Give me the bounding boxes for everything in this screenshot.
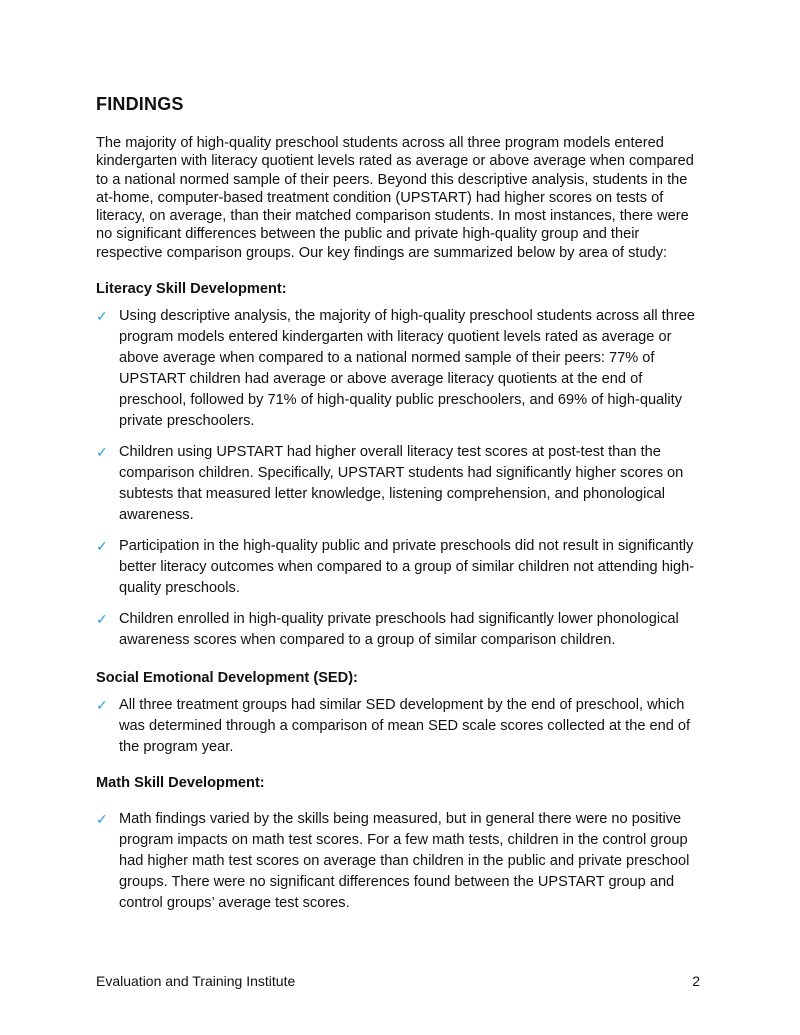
page-heading: FINDINGS [96, 94, 184, 114]
finding-text: Participation in the high-quality public and private preschools did not result in significantly better literacy outcomes when compared to a group of similar children not attending high-quality preschools. [119, 538, 695, 596]
section-math [96, 774, 708, 924]
section-title-sed: Social Emotional Development (SED): [96, 670, 358, 686]
finding-item [96, 695, 708, 758]
section-title-literacy: Literacy Skill Development: [96, 281, 287, 297]
math-findings-list [96, 809, 708, 914]
page-number: 2 [692, 973, 700, 989]
finding-text: Using descriptive analysis, the majority of high-quality preschool students across all three program models entered kindergarten with literacy quotient levels rated as average or above average when compared to a national normed sample of their peers: 77% of UPSTART children had average or above average literacy quotients at the end of preschool, followed by 71% of high-quality public preschoolers, and 69% of high-quality private preschoolers. [119, 308, 695, 429]
finding-item [96, 809, 708, 914]
footer-organization: Evaluation and Training Institute [96, 973, 296, 989]
finding-item [96, 306, 708, 432]
finding-text: Children using UPSTART had higher overall literacy test scores at post-test than the comparison children. Specifically, UPSTART students had significantly higher scores on subtests that measured letter knowledge, listening comprehension, and phonological awareness. [119, 444, 684, 523]
finding-text: All three treatment groups had similar SED development by the end of preschool, which was determined through a comparison of mean SED scale scores collected at the end of the program year. [119, 697, 691, 755]
finding-text: Children enrolled in high-quality private preschools had significantly lower phonological awareness scores when compared to a group of similar comparison children. [119, 611, 679, 648]
section-literacy [96, 280, 708, 661]
check-icon: ✓ [96, 611, 108, 627]
intro-paragraph: The majority of high-quality preschool students across all three program models entered kindergarten with literacy quotient levels rated as average or above average when compared to a national normed sample of their peers. Beyond this descriptive analysis, students in the at-home, computer-based treatment condition (UPSTART) had higher scores on tests of literacy, on average, than their matched comparison students. In most instances, there were no significant differences between the public and private high-quality group and their respective comparison groups. Our key findings are summarized below by area of study: [96, 135, 694, 261]
check-icon: ✓ [96, 538, 108, 554]
check-icon: ✓ [96, 308, 108, 324]
check-icon: ✓ [96, 811, 108, 827]
section-title-math: Math Skill Development: [96, 775, 265, 791]
finding-item [96, 536, 708, 599]
finding-item [96, 442, 708, 526]
section-sed [96, 669, 708, 768]
literacy-findings-list [96, 306, 708, 651]
check-icon: ✓ [96, 697, 108, 713]
finding-text: Math findings varied by the skills being measured, but in general there were no positive program impacts on math test scores. For a few math tests, children in the control group had higher math test scores on average than children in the public and private preschool groups. There were no significant differences found between the UPSTART group and control groups’ average test scores. [119, 811, 690, 911]
check-icon: ✓ [96, 444, 108, 460]
sed-findings-list [96, 695, 708, 758]
finding-item [96, 609, 708, 651]
